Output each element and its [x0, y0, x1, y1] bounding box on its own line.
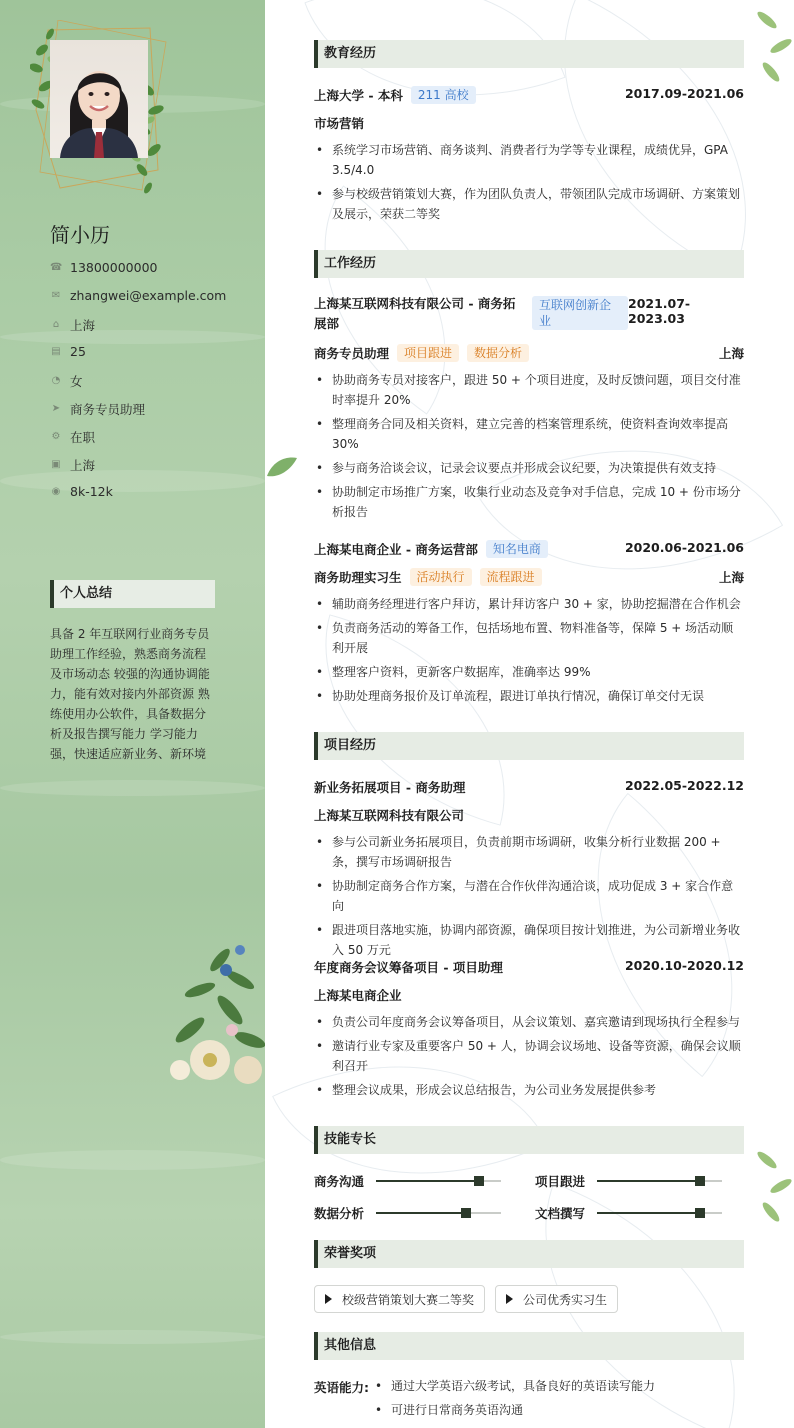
list-item: • 负责商务活动的筹备工作，包括场地布置、物料准备等，保障 5 + 场活动顺利开展 [314, 618, 744, 658]
job-1-skill-tag: 项目跟进 [397, 344, 459, 362]
project-2-org-row [314, 986, 744, 1004]
list-item: • 协助商务专员对接客户，跟进 50 + 个项目进度，及时反馈问题，项目交付准时率提升 20% [314, 370, 744, 410]
gender-text: 女 [70, 374, 83, 389]
phone-icon: ☎ [50, 261, 63, 273]
info-location [50, 316, 95, 334]
info-phone [50, 260, 157, 275]
project-1-date: 2022.05-2022.12 [624, 778, 744, 793]
job-1-date: 2021.07-2023.03 [628, 296, 691, 326]
projects-heading: 项目经历 [314, 732, 744, 760]
project-2-date: 2020.10-2020.12 [624, 958, 744, 973]
job-2-bullets [314, 594, 744, 710]
list-item: • 参与公司新业务拓展项目，负责前期市场调研，收集分析行业数据 200 + 条，撰写市场调研报告 [314, 832, 744, 872]
skill-name: 文档撰写 [535, 1206, 586, 1221]
building-icon: ▣ [51, 459, 61, 470]
job-1-skill-tag: 数据分析 [467, 344, 529, 362]
education-school-row [314, 86, 744, 104]
list-item: • 参与校级营销策划大赛，作为团队负责人，带领团队完成市场调研、方案策划及展示，荣获二等奖 [314, 184, 744, 224]
skill-bar [597, 1180, 722, 1182]
corner-leaf-decoration [747, 1140, 794, 1240]
award-label: 公司优秀实习生 [523, 1292, 608, 1307]
list-item: • 协助处理商务报价及订单流程，跟进订单执行情况，确保订单交付无误 [314, 686, 744, 706]
education-date: 2017.09-2021.06 [624, 86, 744, 101]
email-text: zhangwei@example.com [70, 288, 227, 303]
skill-bar [597, 1212, 722, 1214]
skill-item [314, 1204, 501, 1222]
texture-streak [0, 1150, 265, 1170]
salary-icon: ◉ [51, 485, 61, 497]
project-2-bullets [314, 1012, 744, 1104]
leaf-accent [265, 454, 299, 480]
award-chip[interactable] [495, 1285, 618, 1313]
other-bullets [373, 1376, 753, 1424]
job-1-header [314, 296, 744, 334]
skill-name: 数据分析 [314, 1206, 365, 1221]
list-item: • 协助制定市场推广方案，收集行业动态及竞争对手信息，完成 10 + 份市场分析报告 [314, 482, 744, 522]
job-1-place: 上海 [718, 346, 744, 361]
project-1-org-row [314, 806, 744, 824]
info-age [50, 344, 86, 359]
job-2-skill-tag: 流程跟进 [480, 568, 542, 586]
list-item: • 系统学习市场营销、商务谈判、消费者行为学等专业课程，成绩优异，GPA 3.5/4.0 [314, 140, 744, 180]
other-heading: 其他信息 [314, 1332, 744, 1360]
award-chip[interactable] [314, 1285, 485, 1313]
project-2-org: 上海某电商企业 [314, 988, 402, 1003]
info-status [50, 428, 95, 446]
job-2-skill-tag: 活动执行 [410, 568, 472, 586]
list-item: • 通过大学英语六级考试，具备良好的英语读写能力 [373, 1376, 753, 1396]
job-1-tag: 互联网创新企业 [532, 296, 628, 330]
skills-heading: 技能专长 [314, 1126, 744, 1154]
skill-bar [376, 1180, 501, 1182]
home-icon: ⌂ [52, 319, 60, 330]
texture-streak [0, 470, 265, 492]
info-salary [50, 484, 113, 499]
job-2-tag: 知名电商 [486, 540, 548, 558]
job-2-header [314, 540, 744, 558]
job-1-role: 商务专员助理 [314, 346, 390, 361]
age-icon: ▤ [51, 345, 61, 357]
job-2-place: 上海 [718, 570, 744, 585]
info-position [50, 400, 145, 418]
skill-name: 项目跟进 [535, 1174, 586, 1189]
job-1-company: 上海某互联网科技有限公司 - 商务拓展部 [314, 296, 516, 331]
job-2-date: 2020.06-2021.06 [624, 540, 744, 555]
work-heading: 工作经历 [314, 250, 744, 278]
project-1-org: 上海某互联网科技有限公司 [314, 808, 465, 823]
project-2-header [314, 958, 744, 976]
job-2-role-row [314, 568, 744, 586]
status-text: 在职 [70, 430, 96, 445]
education-major: 市场营销 [314, 116, 365, 131]
skill-bar [376, 1212, 501, 1214]
summary-heading: 个人总结 [50, 580, 215, 608]
awards-heading: 荣誉奖项 [314, 1240, 744, 1268]
job-2-company: 上海某电商企业 - 商务运营部 [314, 542, 478, 557]
phone-text: 13800000000 [70, 260, 158, 275]
main-content [265, 0, 794, 1428]
project-1-name: 新业务拓展项目 - 商务助理 [314, 780, 466, 795]
list-item: • 跟进项目落地实施，协调内部资源，确保项目按计划推进，为公司新增业务收入 50 万元 [314, 920, 744, 960]
education-heading: 教育经历 [314, 40, 744, 68]
salary-text: 8k-12k [70, 484, 113, 499]
skill-item [314, 1172, 501, 1190]
info-city [50, 456, 95, 474]
list-item: • 整理客户资料，更新客户数据库，准确率达 99% [314, 662, 744, 682]
job-1-bullets [314, 370, 744, 526]
list-item: • 参与商务洽谈会议，记录会议要点并形成会议纪要，为决策提供有效支持 [314, 458, 744, 478]
location-text: 上海 [70, 318, 96, 333]
profile-photo [50, 40, 148, 158]
send-icon: ➤ [51, 403, 61, 414]
play-icon [325, 1294, 332, 1304]
skill-name: 商务沟通 [314, 1174, 365, 1189]
texture-streak [0, 780, 265, 796]
age-text: 25 [70, 344, 86, 359]
mail-icon: ✉ [51, 289, 61, 301]
award-label: 校级营销策划大赛二等奖 [342, 1292, 475, 1307]
list-item: • 整理会议成果，形成会议总结报告，为公司业务发展提供参考 [314, 1080, 744, 1100]
other-label-row [314, 1378, 369, 1396]
flower-decoration [160, 920, 265, 1090]
job-2-role: 商务助理实习生 [314, 570, 402, 585]
corner-leaf-decoration [747, 0, 794, 100]
list-item: • 协助制定商务合作方案，与潜在合作伙伴沟通洽谈，成功促成 3 + 家合作意向 [314, 876, 744, 916]
education-school: 上海大学 - 本科 [314, 88, 403, 103]
project-1-bullets [314, 832, 744, 964]
skill-item [535, 1172, 722, 1190]
list-item: • 整理商务合同及相关资料，建立完善的档案管理系统，使资料查询效率提高 30% [314, 414, 744, 454]
status-icon: ⚙ [51, 431, 61, 442]
project-1-header [314, 778, 744, 796]
list-item: • 可进行日常商务英语沟通 [373, 1400, 753, 1420]
project-2-name: 年度商务会议筹备项目 - 项目助理 [314, 960, 503, 975]
education-bullets [314, 140, 744, 228]
skill-item [535, 1204, 722, 1222]
texture-streak [0, 330, 265, 344]
list-item: • 辅助商务经理进行客户拜访，累计拜访客户 30 + 家，协助挖掘潜在合作机会 [314, 594, 744, 614]
profile-name: 简小历 [50, 223, 110, 247]
sidebar [0, 0, 265, 1428]
info-gender [50, 372, 83, 390]
summary-text: 具备 2 年互联网行业商务专员助理工作经验，熟悉商务流程及市场动态 较强的沟通协调能力，能有效对接内外部资源 熟练使用办公软件，具备数据分析及报告撰写能力 学习能力强，快速适应新业务、新环境 [50, 627, 210, 761]
education-tag: 211 高校 [411, 86, 476, 104]
avatar-frame [30, 20, 170, 200]
education-major-row [314, 114, 744, 132]
texture-streak [0, 1330, 265, 1344]
job-1-role-row [314, 344, 744, 362]
list-item: • 邀请行业专家及重要客户 50 + 人，协调会议场地、设备等资源，确保会议顺利召开 [314, 1036, 744, 1076]
position-text: 商务专员助理 [70, 402, 146, 417]
city-text: 上海 [70, 458, 96, 473]
gender-icon: ◔ [51, 375, 61, 386]
list-item: • 负责公司年度商务会议筹备项目，从会议策划、嘉宾邀请到现场执行全程参与 [314, 1012, 744, 1032]
english-label: 英语能力: [314, 1380, 369, 1395]
play-icon [506, 1294, 513, 1304]
info-email [50, 288, 226, 303]
